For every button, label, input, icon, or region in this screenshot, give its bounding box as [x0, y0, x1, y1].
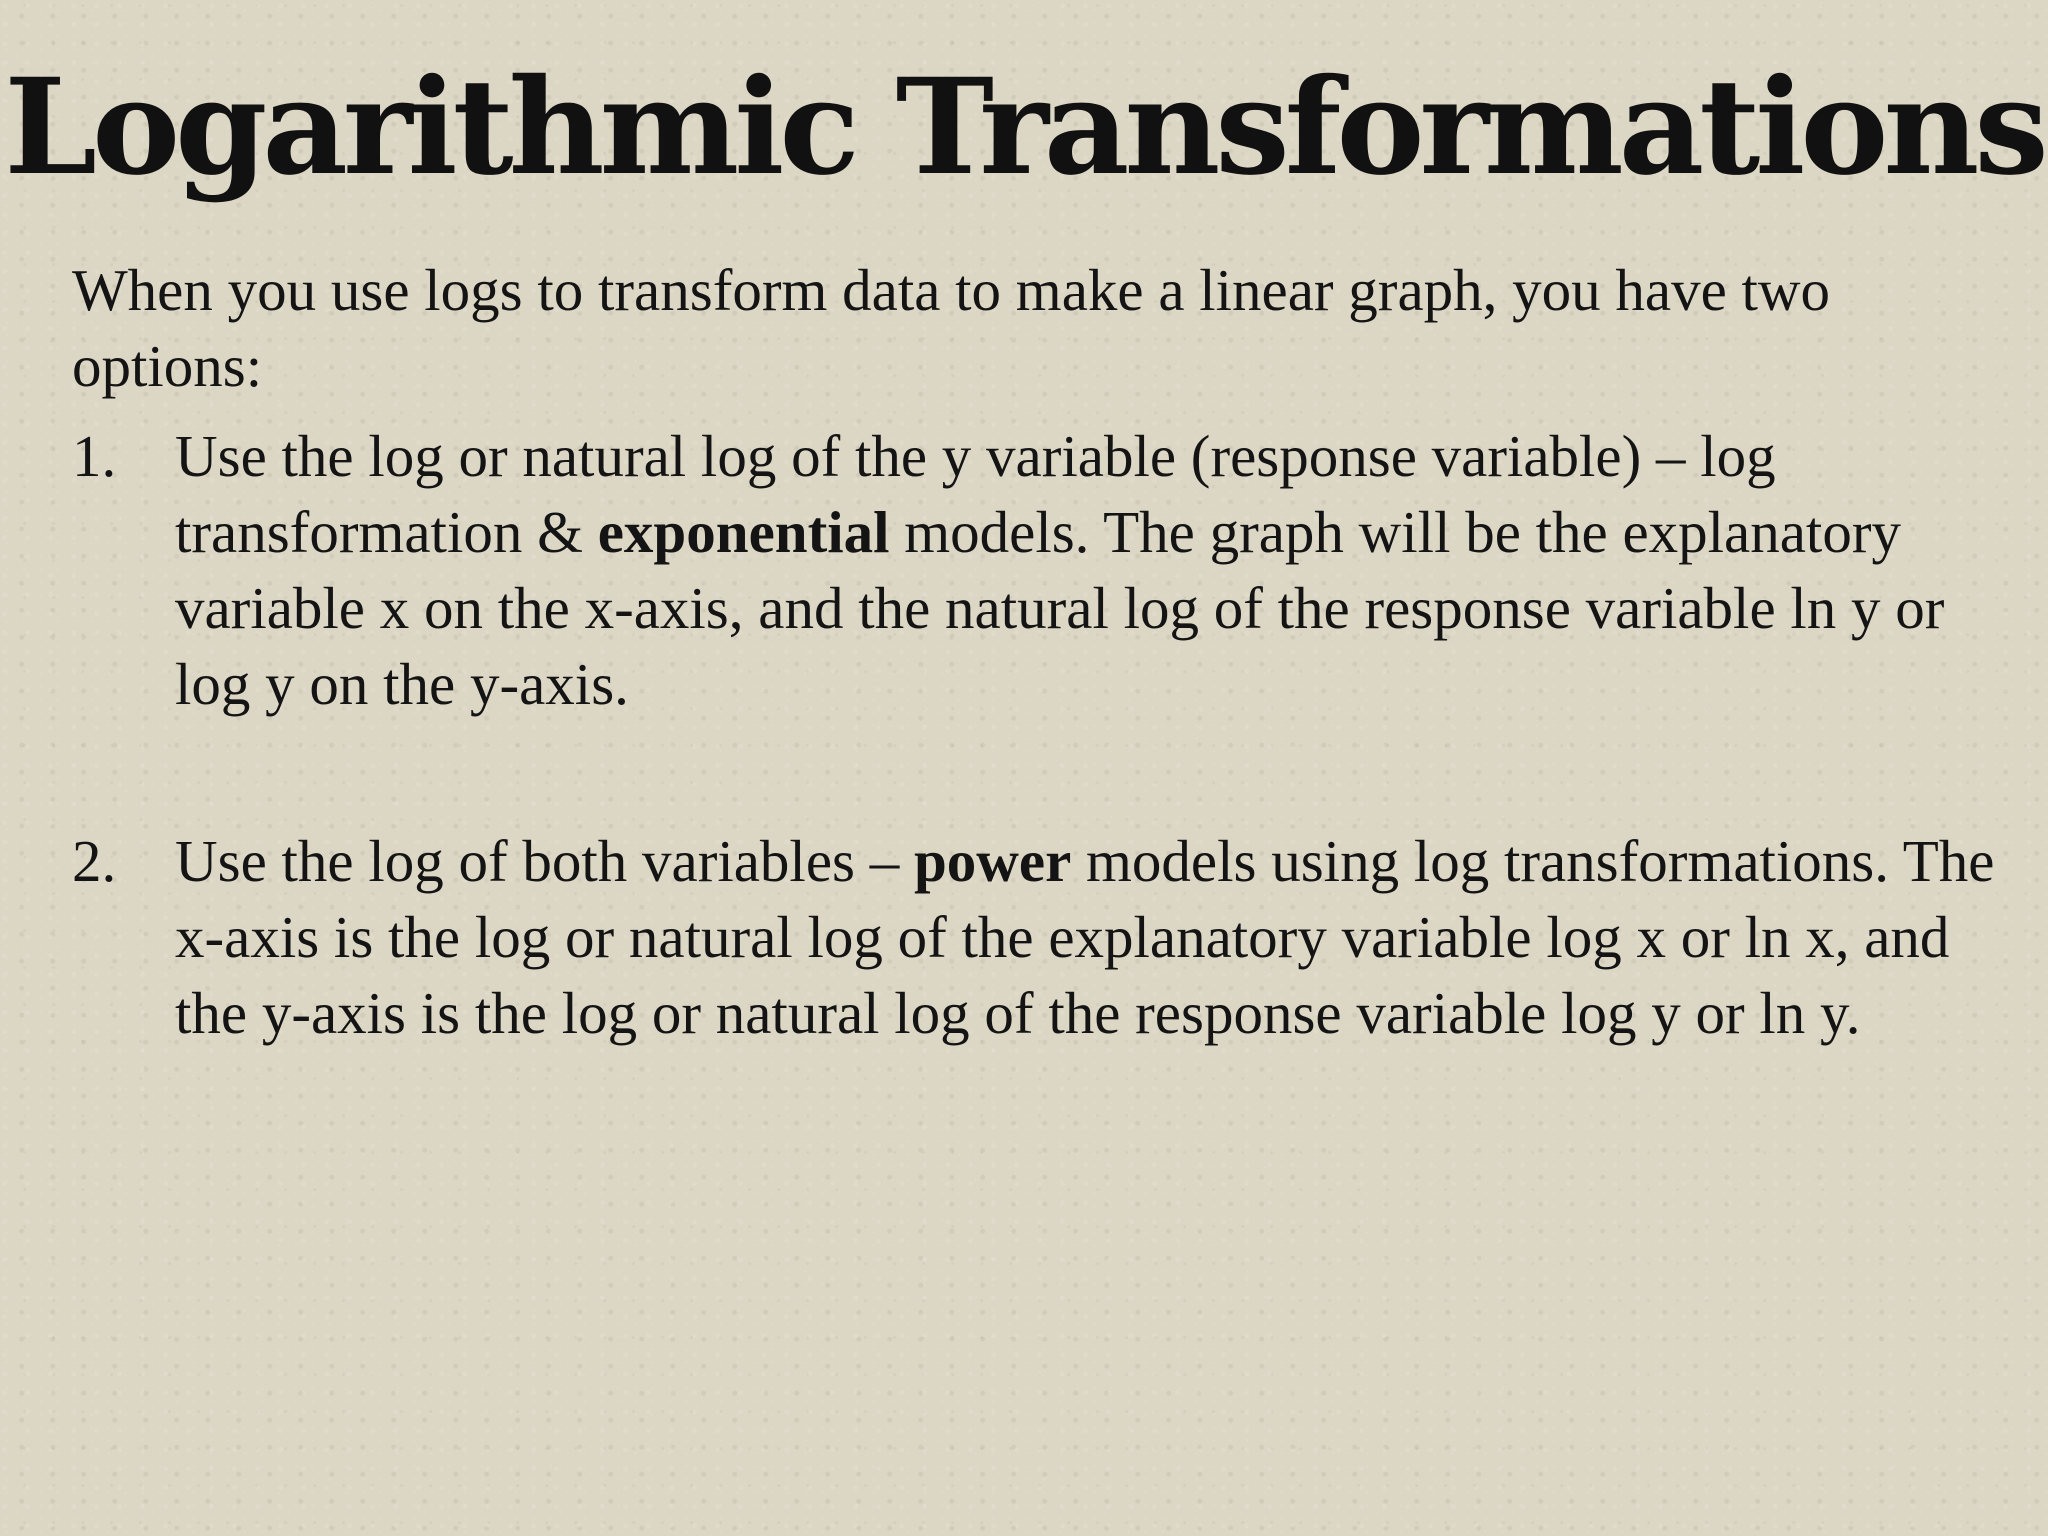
bold-term-exponential: exponential: [597, 499, 890, 565]
slide-title: Logarithmic Transformations: [4, 50, 2044, 205]
list-item-text-start: Use the log or natural log of the y variable (response variable) – log transformation &: [175, 423, 1776, 565]
bold-term-power: power: [913, 828, 1072, 894]
intro-text: When you use logs to transform data to make a linear graph, you have two options:: [72, 257, 1831, 399]
list-item-text-end: models using log transformations. The x-axis is the log or natural log of the explanatory variable log x or ln x, and the y-axis is the log or natural log of the response variable log y or ln y.: [175, 828, 1995, 1046]
list-item-text-end: models. The graph will be the explanatory variable x on the x-axis, and the natural log of the response variable ln y or log y on the y-axis.: [175, 499, 1945, 717]
list-item-text: [175, 418, 2002, 722]
list-item-2: [72, 823, 2002, 1051]
list-item-number: 2.: [72, 828, 117, 894]
list-item-1: [72, 418, 2002, 722]
list-item-text: [175, 823, 2002, 1051]
list-item-text-start: Use the log of both variables –: [175, 828, 914, 894]
list-item-number: 1.: [72, 423, 117, 489]
